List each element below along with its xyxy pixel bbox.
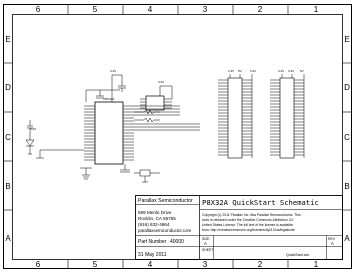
file-name: QuickStart.sch (286, 253, 310, 257)
zone-letter-right-a: A (344, 234, 350, 243)
zone-letter-left-e: E (5, 35, 11, 44)
zone-number-top-4: 4 (147, 5, 153, 14)
header-array-1 (228, 78, 242, 158)
company-name: Parallax Semiconductor (138, 198, 193, 204)
date: 31 May 2011 (138, 252, 167, 258)
main-chip-label: P8X32A (103, 97, 115, 101)
email-address: parallaxsemiconductor.com (138, 228, 192, 233)
phone-number: (916) 632-4664 (138, 222, 170, 227)
schematic-title: P8X32A QuickStart Schematic (202, 198, 319, 207)
rail-label: 3.3V (278, 69, 285, 73)
zone-letter-left-b: B (5, 182, 11, 191)
rail-label: 3.3V (228, 69, 235, 73)
rail-label: 5V (300, 69, 304, 73)
license-line4: from: http://creativecommons.org/licenses/by/3.0/us/legalcode (202, 228, 295, 232)
part-number-label: Part Number (138, 239, 167, 245)
sheet-label: SHEET (202, 248, 214, 252)
zone-letter-right-c: C (344, 133, 350, 142)
rail-label: 5V (238, 69, 242, 73)
rev-label: REV (328, 237, 335, 241)
rail-label: 3.3V (30, 127, 37, 131)
license-line1: Copyright (c) 2011 Parallax Inc. dba Parallax Semiconductor. This (202, 213, 301, 217)
zone-number-top-2: 2 (257, 5, 263, 14)
zone-number-top-3: 3 (202, 5, 208, 14)
header-array-2 (280, 78, 294, 158)
schematic-drawing (26, 69, 304, 182)
zone-number-bottom-1: 1 (313, 260, 319, 269)
zone-letter-left-d: D (5, 83, 11, 92)
zone-number-bottom-2: 2 (257, 260, 263, 269)
inner-frame (13, 15, 343, 260)
part-number: 40000 (170, 239, 184, 245)
zone-number-bottom-6: 6 (35, 260, 41, 269)
zone-number-bottom-5: 5 (92, 260, 98, 269)
rev-value: A (331, 241, 334, 246)
license-line3: United States License. The full text of the license is available (202, 223, 293, 227)
eeprom-chip (146, 96, 164, 110)
address-line2: Rocklin, CA 95765 (138, 216, 176, 221)
main-chip-pins (84, 106, 134, 160)
zone-number-bottom-3: 3 (202, 260, 208, 269)
zone-letter-left-c: C (5, 133, 11, 142)
rail-label: 3.3V (110, 69, 117, 73)
zone-number-bottom-4: 4 (147, 260, 153, 269)
rail-label: 3.3V (158, 80, 165, 84)
size-label: SIZE (202, 237, 210, 241)
rail-label: 3.3V (288, 69, 295, 73)
zone-letter-right-d: D (344, 83, 350, 92)
zone-number-top-6: 6 (35, 5, 41, 14)
crystal (140, 170, 150, 176)
zone-number-top-1: 1 (313, 5, 319, 14)
size-value: A (204, 241, 207, 246)
zone-number-top-5: 5 (92, 5, 98, 14)
rail-label: 3.3V (250, 69, 257, 73)
main-chip (95, 102, 123, 164)
zone-letter-right-e: E (344, 35, 350, 44)
zone-letter-left-a: A (5, 234, 11, 243)
address-line1: 599 Menlo Drive (138, 210, 172, 215)
zone-letter-right-b: B (344, 182, 350, 191)
license-line2: work is released under the Creative Commons Attribution 3.0 (202, 218, 294, 222)
